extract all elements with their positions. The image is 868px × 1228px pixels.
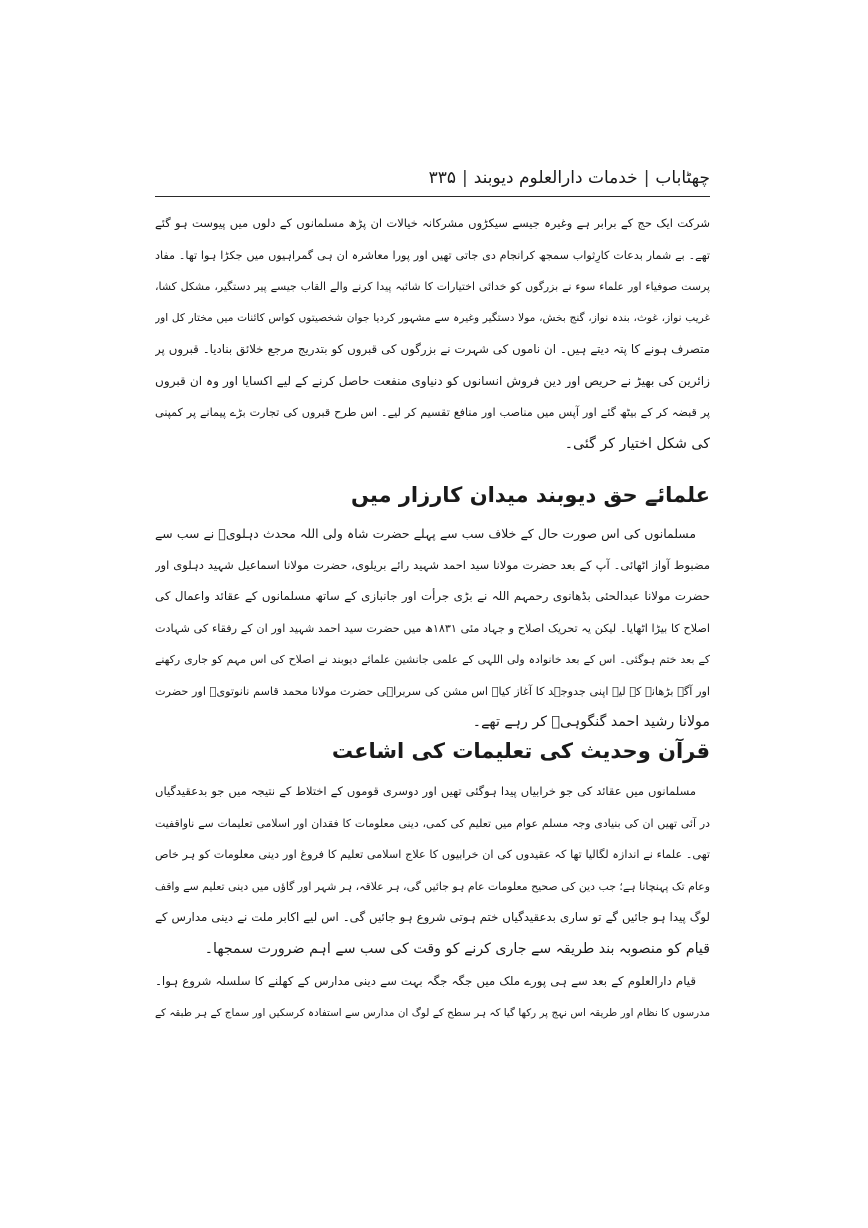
text-line: پرست صوفیاء اور علماء سوء نے بزرگوں کو خدائی اختیارات کا شائبہ پیدا کرنے والے القاب جیسے پیر دستگیر، مشکل کشا، (155, 280, 710, 293)
section-paragraph (155, 966, 710, 1029)
section-heading: قرآن وحدیث کی تعلیمات کی اشاعت (331, 739, 710, 763)
text-line: مضبوط آواز اٹھائی۔ آپ کے بعد حضرت مولانا سید احمد شہید رائے بریلوی، حضرت مولانا اسماعیل شہید دہلوی اور (155, 557, 710, 572)
book-title: خدمات دارالعلوم دیوبند (473, 168, 638, 188)
header-rule (155, 196, 710, 197)
text-line: تھی۔ علماء نے اندازہ لگالیا تھا کہ عقیدوں کی ان خرابیوں کا علاج اسلامی تعلیم کا فروغ اور دینی معلومات کو ہر خاص (155, 848, 710, 861)
text-line: اصلاح کا بیڑا اٹھایا۔ لیکن یہ تحریک اصلاح و جہاد مئی ۱۸۳۱ھ میں حضرت سید احمد شہید اور ان کے رفقاء کی شہادت (155, 621, 710, 635)
section-heading: علمائے حق دیوبند میدان کارزار میں (351, 483, 710, 507)
text-line: زائرین کی بھیڑ نے حریص اور دین فروش انسانوں کو دنیاوی منفعت حاصل کرنے کے لیے اکسایا اور وہ ان قبروں (155, 373, 710, 388)
text-line: قیام کو منصوبہ بند طریقہ سے جاری کرنے کو وقت کی سب سے اہم ضرورت سمجھا۔ (204, 940, 710, 957)
text-line: حضرت مولانا عبدالحئی بڈھانوی رحمہم اللہ نے بڑی جرأت اور جانبازی کے ساتھ مسلمانوں کے عقائد واعمال کی (155, 589, 710, 603)
running-header (155, 166, 710, 190)
text-line: تھے۔ بے شمار بدعات کارِثواب سمجھ کرانجام دی جاتی تھیں اور پورا معاشرہ ان ہی گمراہیوں میں جکڑا ہوا تھا۔ مفاد (155, 248, 710, 262)
text-line: مولانا رشید احمد گنگوہیؒ کر رہے تھے۔ (472, 714, 710, 730)
text-line: مسلمانوں میں عقائد کی جو خرابیاں پیدا ہوگئی تھیں اور دوسری قوموں کے اختلاط کے نتیجہ میں جو بدعقیدگیاں (155, 784, 696, 798)
header-separator: | (643, 168, 650, 188)
chapter-label: چھٹاباب (655, 168, 710, 188)
text-line: کے بعد ختم ہوگئی۔ اس کے بعد خانوادہ ولی اللہی کے علمی جانشین علمائے دیوبند نے اصلاح کی اس مہم کو جاری رکھنے (155, 653, 710, 666)
text-line: کی شکل اختیار کر گئی۔ (564, 435, 710, 452)
text-line: متصرف ہونے کا پتہ دیتے ہیں۔ ان ناموں کی شہرت نے بزرگوں کی قبروں کو بتدریج مرجع خلائق بنادیا۔ قبروں پر (155, 342, 710, 356)
opening-paragraph (155, 208, 710, 460)
text-line: شرکت ایک حج کے برابر ہے وغیرہ جیسے سیکڑوں مشرکانہ خیالات ان پڑھ مسلمانوں کے دلوں میں پیوست ہو گئے (155, 216, 710, 230)
page-number: ۳۳۵ (428, 168, 456, 188)
text-line: وعام تک پہنچانا ہے؛ جب دین کی صحیح معلومات عام ہو جائیں گی، ہر علاقہ، ہر شہر اور گاؤں میں دینی تعلیم سے واقف (155, 879, 710, 893)
text-line: قیام دارالعلوم کے بعد سے ہی پورے ملک میں جگہ جگہ بہت سے دینی مدارس کے کھلنے کا سلسلہ شروع ہوا۔ (155, 974, 696, 988)
text-line: غریب نواز، غوث، بندہ نواز، گنج بخش، مولا دستگیر وغیرہ سے مشہور کردیا جوان شخصیتوں کواس کائنات میں مختار کل اور (155, 311, 710, 324)
text-line: لوگ پیدا ہو جائیں گے تو ساری بدعقیدگیاں ختم ہوتی شروع ہو جائیں گی۔ اس لیے اکابر ملت نے دینی مدارس کے (155, 910, 710, 924)
text-line: در آئی تھیں ان کی بنیادی وجہ مسلم عوام میں تعلیم کی کمی، دینی معلومات کا فقدان اور اسلامی تعلیمات سے ناواقفیت (155, 816, 710, 830)
section-paragraph (155, 518, 710, 739)
text-line: اور آگے بڑھانے کے لیے اپنی جدوجہد کا آغاز کیا۔ اس مشن کی سربراہی حضرت مولانا محمد قاسم نانوتویؒ اور حضرت (155, 684, 710, 698)
text-line: پر قبضہ کر کے بیٹھ گئے اور آپس میں مناصب اور منافع تقسیم کر لیے۔ اس طرح قبروں کی تجارت بڑے پیمانے پر کمپنی (155, 406, 710, 419)
header-separator: | (462, 168, 468, 188)
section-paragraph (155, 776, 710, 965)
text-line: مدرسوں کا نظام اور طریقہ اس نہج پر رکھا گیا کہ ہر سطح کے لوگ ان مدارس سے استفادہ کرسکیں اور سماج کے ہر طبقہ کے (155, 1006, 710, 1019)
text-line: مسلمانوں کی اس صورت حال کے خلاف سب سے پہلے حضرت شاہ ولی اللہ محدث دہلویؒ نے سب سے (155, 526, 696, 541)
